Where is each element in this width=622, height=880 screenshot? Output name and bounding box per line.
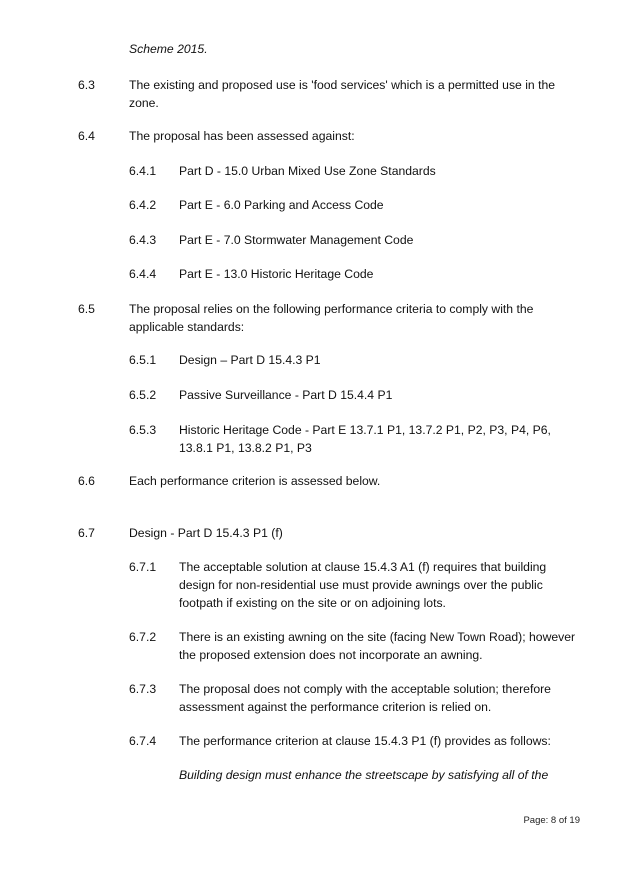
section-number-6-7: 6.7 <box>78 526 95 540</box>
subsection-6-4-4-text: Part E - 13.0 Historic Heritage Code <box>179 267 374 281</box>
section-6-3-line-1: The existing and proposed use is 'food services' which is a permitted use in the <box>129 78 556 92</box>
quoted-criterion-text: Building design must enhance the streetscape by satisfying all of the <box>179 768 549 782</box>
subsection-number-6-4-2: 6.4.2 <box>129 198 157 212</box>
subsection-6-4-1-text: Part D - 15.0 Urban Mixed Use Zone Standards <box>179 164 436 178</box>
subsection-6-5-2-text: Passive Surveillance - Part D 15.4.4 P1 <box>179 388 393 402</box>
section-6-5-line-1: The proposal relies on the following performance criteria to comply with the <box>129 302 534 316</box>
section-number-6-3: 6.3 <box>78 78 95 92</box>
subsection-6-7-2-line-2: the proposed extension does not incorporate an awning. <box>179 648 483 662</box>
subsection-6-5-3-line-2: 13.8.1 P1, 13.8.2 P1, P3 <box>179 441 312 455</box>
section-number-6-4: 6.4 <box>78 129 95 143</box>
subsection-number-6-5-3: 6.5.3 <box>129 423 157 437</box>
page-number: Page: 8 of 19 <box>523 815 580 826</box>
subsection-6-7-3-line-2: assessment against the performance criterion is relied on. <box>179 700 492 714</box>
section-6-7-heading: Design - Part D 15.4.3 P1 (f) <box>129 526 283 540</box>
subsection-number-6-5-1: 6.5.1 <box>129 353 157 367</box>
section-6-5-line-2: applicable standards: <box>129 320 245 334</box>
subsection-number-6-7-2: 6.7.2 <box>129 630 157 644</box>
subsection-6-7-2-line-1: There is an existing awning on the site (facing New Town Road); however <box>179 630 576 644</box>
subsection-6-5-3-line-1: Historic Heritage Code - Part E 13.7.1 P1, 13.7.2 P1, P2, P3, P4, P6, <box>179 423 551 437</box>
subsection-number-6-4-3: 6.4.3 <box>129 233 157 247</box>
subsection-6-4-2-text: Part E - 6.0 Parking and Access Code <box>179 198 384 212</box>
subsection-6-7-4-text: The performance criterion at clause 15.4.3 P1 (f) provides as follows: <box>179 734 551 748</box>
subsection-6-4-3-text: Part E - 7.0 Stormwater Management Code <box>179 233 414 247</box>
section-6-4-text: The proposal has been assessed against: <box>129 129 355 143</box>
section-number-6-6: 6.6 <box>78 474 95 488</box>
subsection-6-5-1-text: Design – Part D 15.4.3 P1 <box>179 353 321 367</box>
subsection-6-7-3-line-1: The proposal does not comply with the acceptable solution; therefore <box>179 682 551 696</box>
section-number-6-5: 6.5 <box>78 302 95 316</box>
subsection-number-6-4-1: 6.4.1 <box>129 164 157 178</box>
subsection-number-6-5-2: 6.5.2 <box>129 388 157 402</box>
subsection-6-7-1-line-2: design for non-residential use must provide awnings over the public <box>179 578 543 592</box>
subsection-number-6-7-1: 6.7.1 <box>129 560 157 574</box>
section-6-3-line-2: zone. <box>129 96 159 110</box>
subsection-number-6-4-4: 6.4.4 <box>129 267 157 281</box>
continuation-text: Scheme 2015. <box>129 42 208 56</box>
section-6-6-text: Each performance criterion is assessed below. <box>129 474 381 488</box>
subsection-6-7-1-line-3: footpath if existing on the site or on adjoining lots. <box>179 596 446 610</box>
subsection-number-6-7-3: 6.7.3 <box>129 682 157 696</box>
subsection-6-7-1-line-1: The acceptable solution at clause 15.4.3 A1 (f) requires that building <box>179 560 547 574</box>
subsection-number-6-7-4: 6.7.4 <box>129 734 157 748</box>
